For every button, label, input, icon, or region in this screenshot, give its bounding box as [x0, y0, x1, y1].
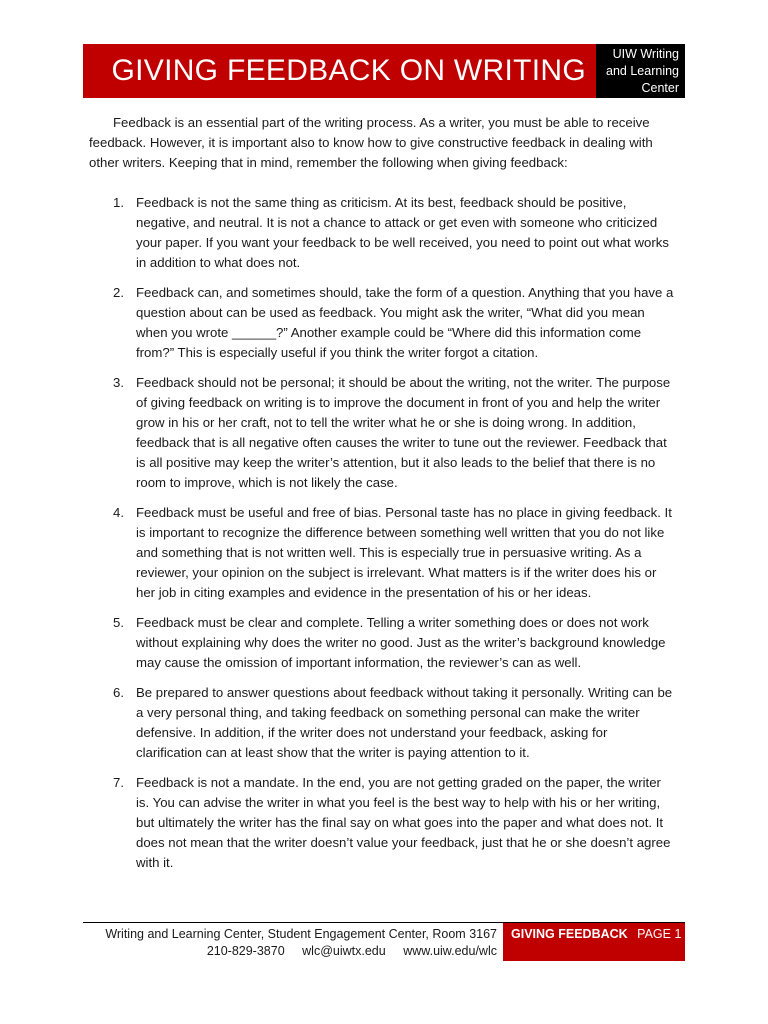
- footer-email[interactable]: wlc@uiwtx.edu: [302, 944, 386, 958]
- document-body: [89, 113, 675, 883]
- page-title: GIVING FEEDBACK ON WRITING: [83, 44, 596, 98]
- center-name-line: and Learning: [606, 64, 679, 78]
- list-item-text: Feedback can, and sometimes should, take the form of a question. Anything that you have a question about can be used as feedback. You might ask the writer, “What did you mean when you wrote ______?” Another example could be “Where did this information come from?” This is especially useful if you think the writer forgot a citation.: [136, 285, 674, 360]
- center-name-line: UIW Writing: [612, 47, 679, 61]
- footer-website[interactable]: www.uiw.edu/wlc: [403, 944, 497, 958]
- intro-paragraph: Feedback is an essential part of the writing process. As a writer, you must be able to receive feedback. However, it is important also to know how to give constructive feedback in dealing with other writers. Keeping that in mind, remember the following when giving feedback:: [89, 115, 653, 170]
- list-item-number: 7.: [113, 775, 124, 790]
- list-item-number: 2.: [113, 285, 124, 300]
- page-footer: [83, 922, 685, 961]
- footer-contact-line: [83, 943, 497, 960]
- list-item: [89, 503, 675, 603]
- footer-page-block: [503, 923, 685, 961]
- list-item: [89, 193, 675, 273]
- center-name-block: [596, 44, 685, 98]
- footer-phone: 210-829-3870: [206, 944, 285, 958]
- list-item-text: Feedback is not a mandate. In the end, you are not getting graded on the paper, the writer is. You can advise the writer in what you feel is the best way to help with his or her writing, but ultimately the writer has the final say on what goes into the paper and what does not. It does not mean that the writer doesn’t value your feedback, just that he or she doesn’t agree with it.: [136, 775, 671, 870]
- list-item-number: 6.: [113, 685, 124, 700]
- feedback-guidelines-list: [89, 193, 675, 873]
- list-item-text: Feedback should not be personal; it should be about the writing, not the writer. The purpose of giving feedback on writing is to improve the document in front of you and help the writer grow in his or her craft, not to tell the writer what he or she is doing wrong. In addition, feedback that is all negative often causes the writer to tune out the reviewer. Feedback that is all positive may keep the writer’s attention, but it also leads to the belief that there is no room to improve, which is not likely the case.: [136, 375, 671, 490]
- list-item-number: 3.: [113, 375, 124, 390]
- list-item: [89, 283, 675, 363]
- list-item-number: 1.: [113, 195, 124, 210]
- footer-page-label: PAGE: [637, 927, 671, 941]
- list-item-text: Feedback must be useful and free of bias. Personal taste has no place in giving feedback. It is important to recognize the difference between something well written that you do not like and something that is not written well. This is especially true in persuasive writing. As a reviewer, your opinion on the subject is irrelevant. What matters is if the writer does his or her job in citing examples and evidence in the presentation of his or her ideas.: [136, 505, 672, 600]
- list-item: [89, 773, 675, 873]
- list-item-number: 5.: [113, 615, 124, 630]
- list-item-text: Feedback must be clear and complete. Telling a writer something does or does not work without explaining why does the writer no good. Just as the writer’s background knowledge may cause the omission of important information, the reviewer’s can as well.: [136, 615, 666, 670]
- center-name-line: Center: [641, 81, 679, 95]
- list-item-number: 4.: [113, 505, 124, 520]
- page-header: [83, 44, 685, 98]
- list-item: [89, 613, 675, 673]
- footer-address: Writing and Learning Center, Student Engagement Center, Room 3167: [105, 927, 497, 941]
- list-item: [89, 373, 675, 493]
- list-item: [89, 683, 675, 763]
- list-item-text: Feedback is not the same thing as criticism. At its best, feedback should be positive, negative, and neutral. It is not a chance to attack or get even with someone who criticized your paper. If you want your feedback to be well received, you need to point out what works in addition to what does not.: [136, 195, 669, 270]
- footer-page-number: 1: [674, 927, 682, 941]
- list-item-text: Be prepared to answer questions about feedback without taking it personally. Writing can be a very personal thing, and taking feedback on something personal can make the writer defensive. In addition, if the writer does not understand your feedback, asking for clarification can at least show that the writer is paying attention to it.: [136, 685, 673, 760]
- footer-contact-block: [83, 923, 503, 961]
- footer-section-title: GIVING FEEDBACK: [511, 927, 628, 941]
